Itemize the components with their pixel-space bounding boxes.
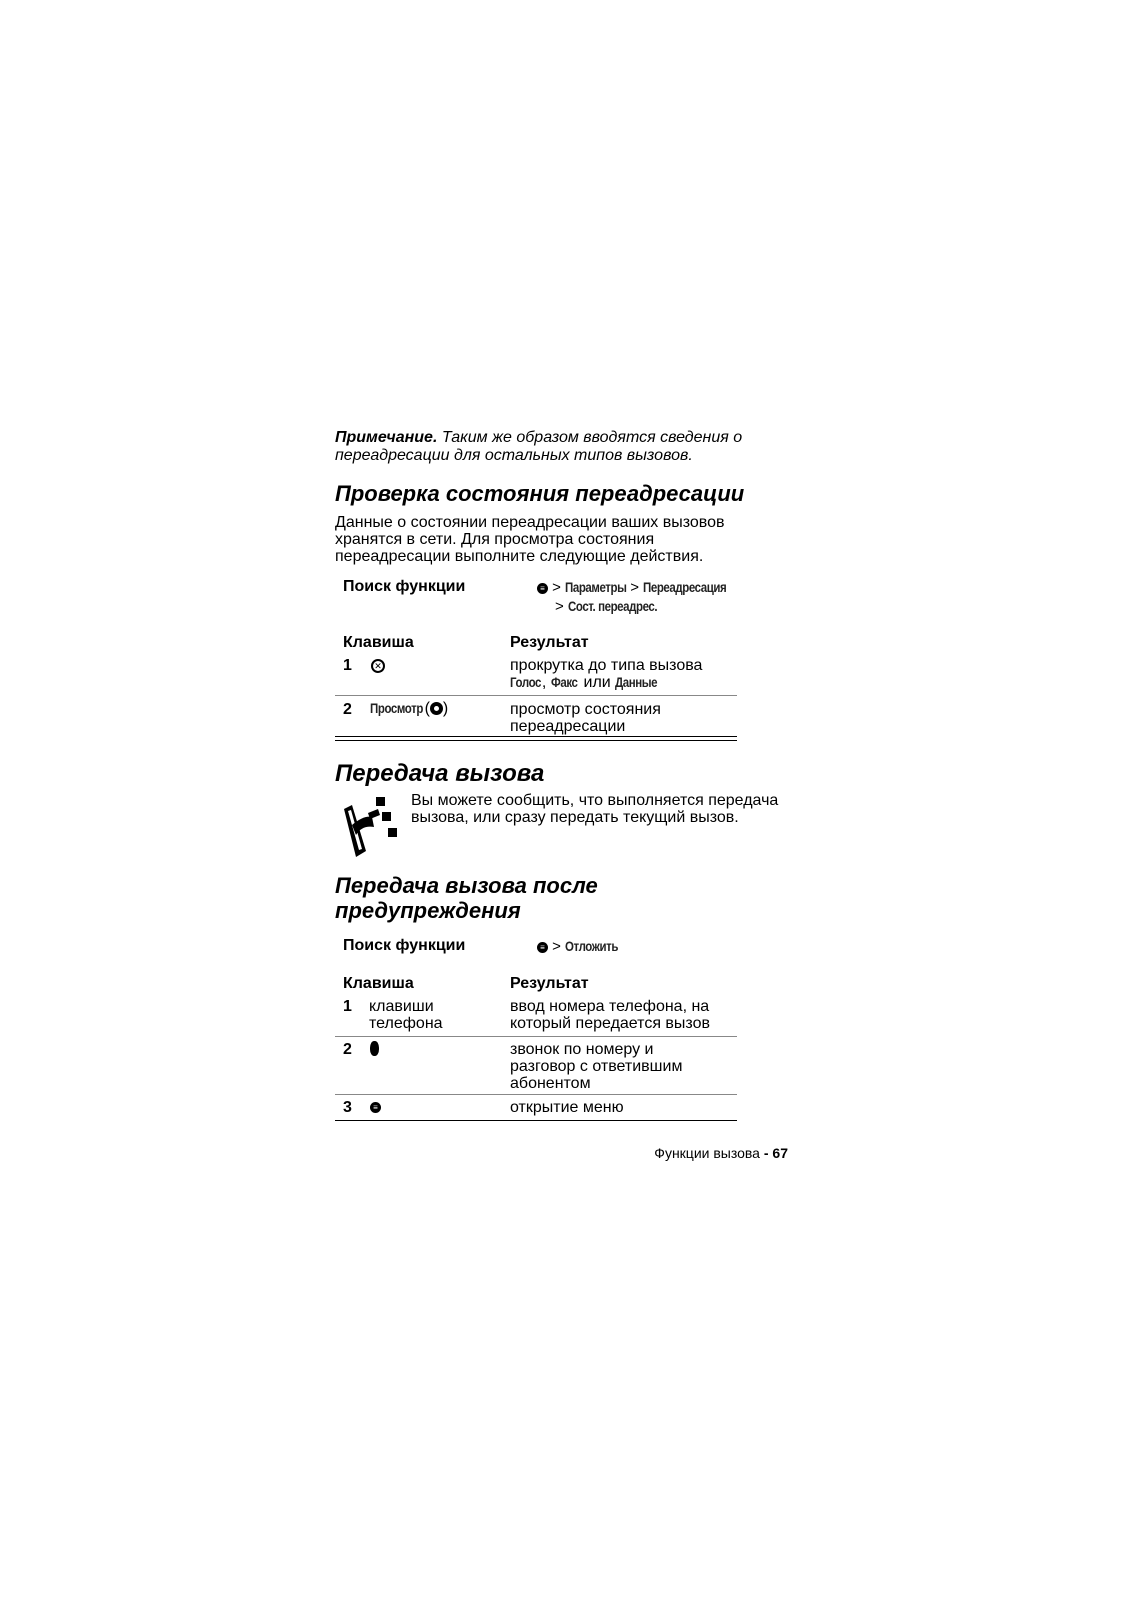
- row-divider: [335, 695, 737, 696]
- feature-path: ≡ > Отложить: [537, 937, 630, 956]
- col-result-header: Результат: [510, 634, 589, 651]
- view-soft-key: Просмотр ( ): [370, 700, 449, 717]
- note-text: Таким же образом вводятся сведения о переадресации для остальных типов вызовов.: [335, 429, 743, 464]
- table-end-rule: [335, 740, 737, 741]
- row-number: 3: [343, 1099, 352, 1116]
- row-number: 2: [343, 701, 352, 718]
- section-title-transfer-after-warning: Передача вызова после предупреждения: [335, 873, 598, 923]
- nav-key-icon: ✕: [371, 657, 385, 675]
- select-key-icon: [430, 702, 443, 715]
- section-title-forward-status: Проверка состояния переадресации: [335, 481, 745, 506]
- row-result: прокрутка до типа вызова Голос, Факс или Данные: [510, 657, 703, 691]
- section-text: Вы можете сообщить, что выполняется передача вызова, или сразу передать текущий вызов.: [411, 792, 779, 826]
- path-item: Параметры: [565, 579, 627, 595]
- row-result: ввод номера телефона, на который передается вызов: [510, 998, 710, 1032]
- row-result: открытие меню: [510, 1099, 624, 1116]
- feature-path: ≡ > Параметры > Переадресация: [537, 578, 797, 597]
- row-number: 1: [343, 998, 352, 1015]
- row-result: просмотр состояния переадресации: [510, 701, 661, 735]
- page-footer: Функции вызова - 67: [654, 1145, 788, 1161]
- section-intro: Данные о состоянии переадресации ваших вызовов хранятся в сети. Для просмотра состояния переадресации выполните следующие действия.: [335, 514, 725, 565]
- row-divider: [335, 1036, 737, 1037]
- footer-text: Функции вызова: [654, 1145, 760, 1161]
- col-key-header: Клавиша: [343, 975, 414, 992]
- path-item: Переадресация: [643, 579, 727, 595]
- page-number: 67: [772, 1145, 788, 1161]
- section-title-call-transfer: Передача вызова: [335, 760, 545, 787]
- note-label: Примечание.: [335, 429, 438, 446]
- table-end-rule: [335, 736, 737, 737]
- menu-key-icon: ≡: [537, 583, 548, 594]
- row-divider: [335, 1094, 737, 1095]
- note: [335, 429, 775, 465]
- table-end-rule: [335, 1120, 737, 1121]
- path-item: Отложить: [565, 938, 619, 954]
- menu-key-icon: ≡: [370, 1099, 381, 1117]
- col-result-header: Результат: [510, 975, 589, 992]
- menu-key-icon: ≡: [537, 942, 548, 953]
- row-number: 2: [343, 1041, 352, 1058]
- row-result: звонок по номеру и разговор с ответившим абонентом: [510, 1041, 683, 1092]
- row-key: клавиши телефона: [369, 998, 443, 1032]
- feature-path-line2: > Сост. переадрес.: [555, 598, 658, 615]
- feature-label: Поиск функции: [343, 578, 466, 595]
- path-item: Сост. переадрес.: [567, 598, 658, 614]
- row-number: 1: [343, 657, 352, 674]
- col-key-header: Клавиша: [343, 634, 414, 651]
- feature-label: Поиск функции: [343, 937, 466, 954]
- send-key-icon: [370, 1040, 379, 1058]
- phone-transfer-icon: [338, 795, 402, 863]
